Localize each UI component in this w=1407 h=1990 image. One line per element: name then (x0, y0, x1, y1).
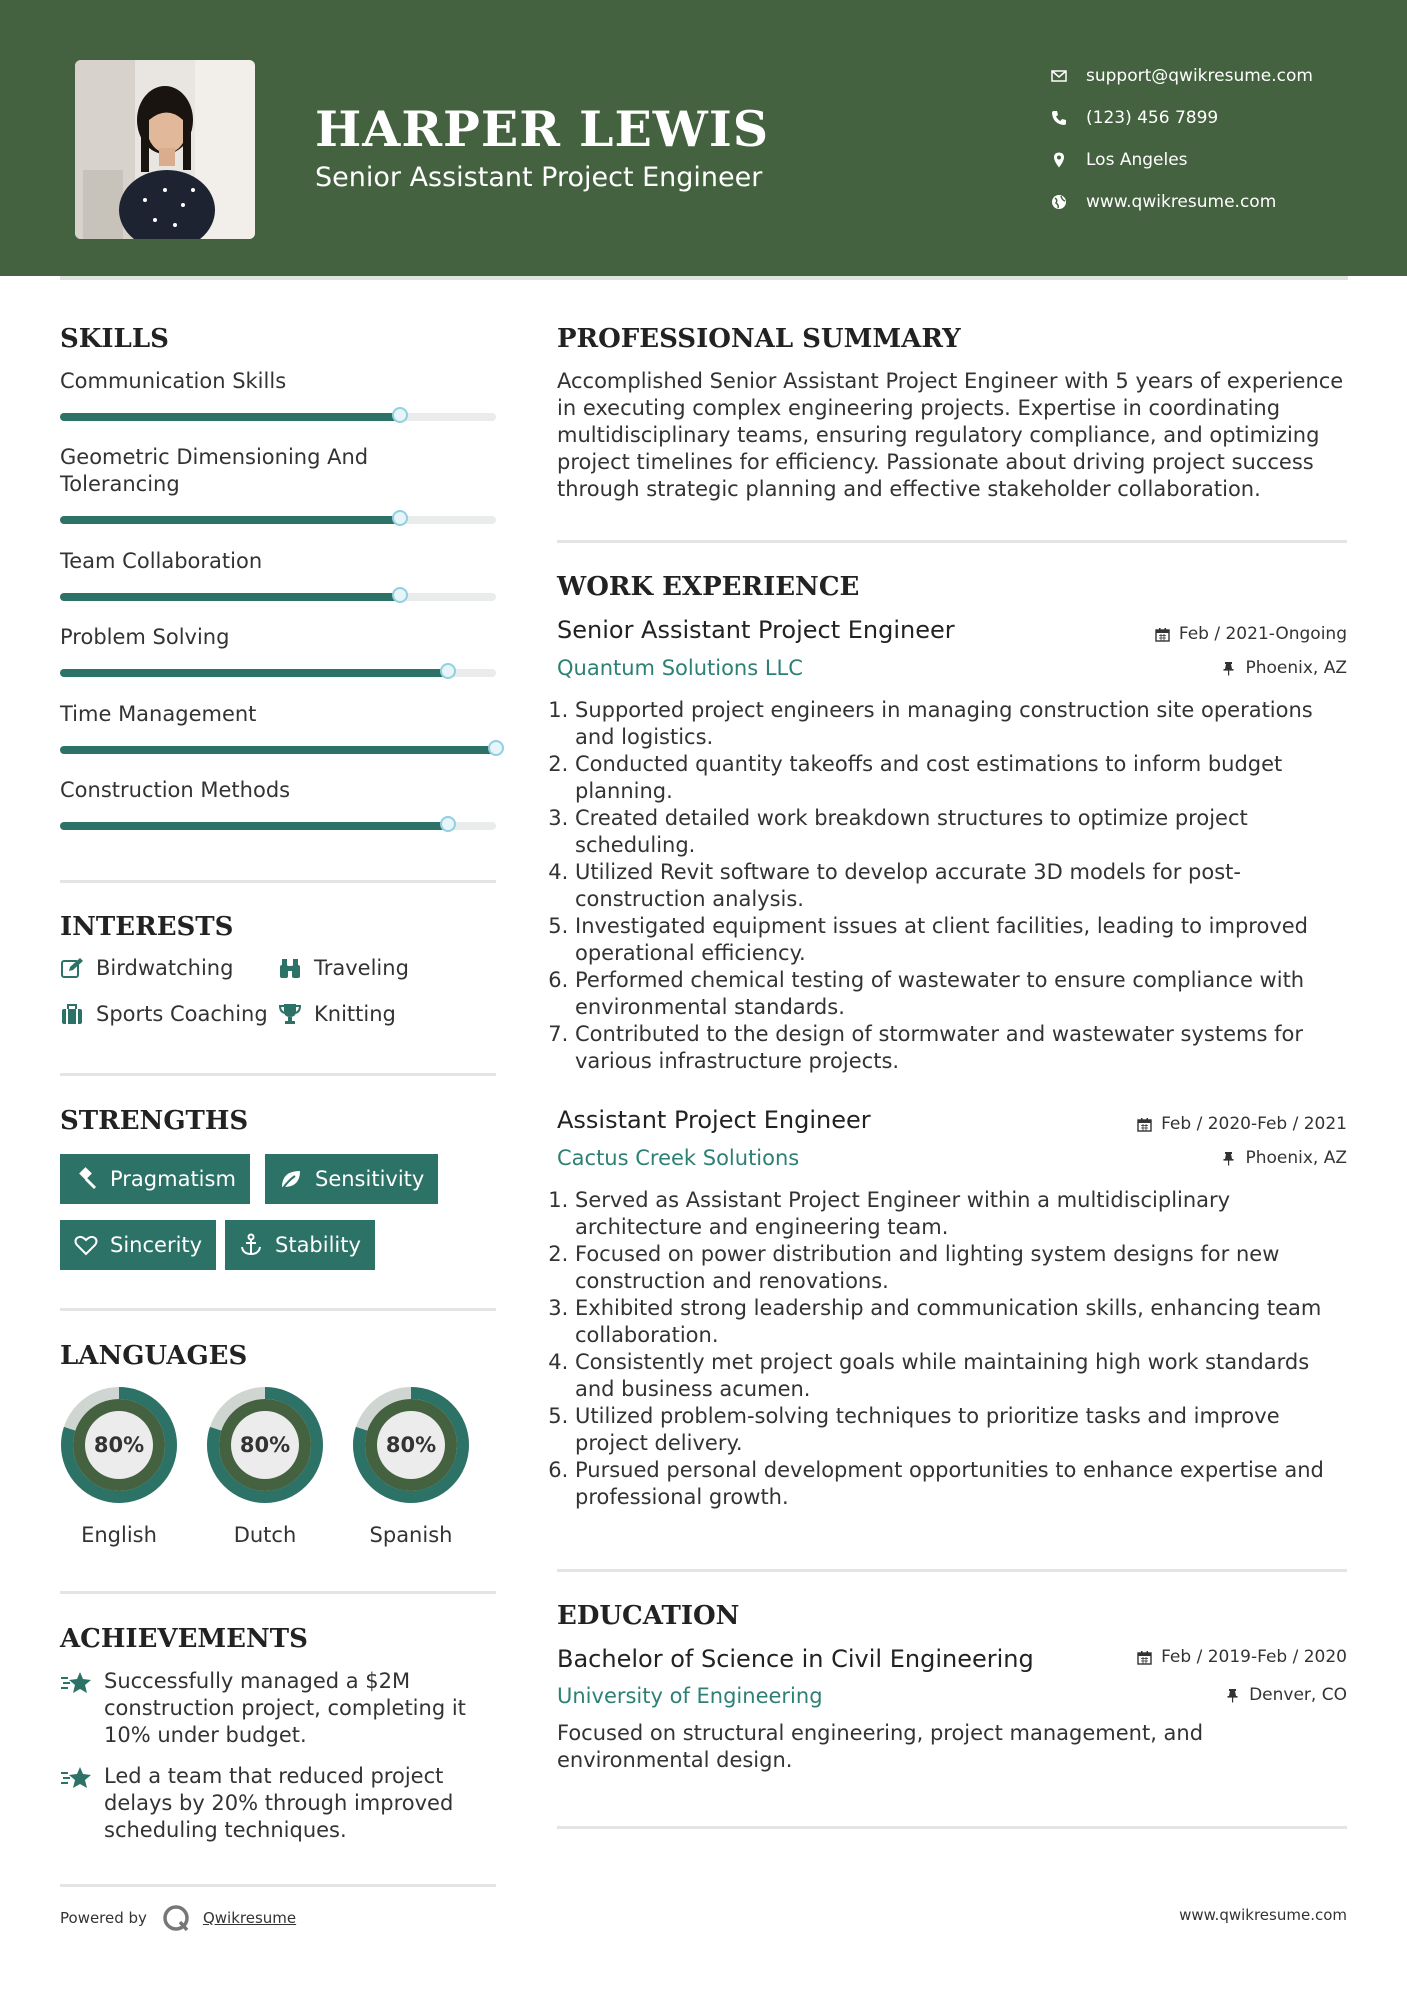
language-item (59, 1385, 179, 1547)
location-pin-icon (1050, 151, 1068, 169)
skill-label: Team Collaboration (60, 549, 263, 573)
section-divider (60, 1308, 496, 1311)
phone-icon (1050, 109, 1068, 127)
strength-badge (60, 1154, 250, 1204)
duty-item: 1. Supported project engineers in managing construction site operations and logistics. (575, 697, 1347, 751)
duty-item: 5. Utilized problem-solving techniques to prioritize tasks and improve project delivery. (575, 1403, 1347, 1457)
job-title: Senior Assistant Project Engineer (557, 616, 955, 644)
interest-label: Knitting (314, 1002, 396, 1026)
pushpin-icon (1225, 1688, 1240, 1703)
skill-label: Problem Solving (60, 625, 230, 649)
section-divider (60, 1884, 496, 1887)
section-divider (557, 1826, 1347, 1829)
interest-item (278, 1002, 396, 1026)
interest-item (60, 1002, 268, 1026)
leaf-icon (279, 1167, 303, 1191)
education-description: Focused on structural engineering, project management, and environmental design. (557, 1721, 1204, 1772)
school-name: University of Engineering (557, 1684, 823, 1708)
interests-heading: INTERESTS (60, 912, 234, 942)
achievement-item (60, 1668, 500, 1749)
interest-item (278, 956, 409, 980)
job-duties-list (557, 697, 1347, 1075)
strengths-heading: STRENGTHS (60, 1106, 249, 1136)
duty-item: 7. Contributed to the design of stormwater and wastewater systems for various infrastructure projects. (575, 1021, 1347, 1075)
achievement-item (60, 1763, 500, 1844)
duty-item: 6. Performed chemical testing of wastewater to ensure compliance with environmental standards. (575, 967, 1347, 1021)
skill-bar (60, 593, 496, 601)
duty-item: 3. Exhibited strong leadership and communication skills, enhancing team collaboration. (575, 1295, 1347, 1349)
anchor-icon (239, 1233, 263, 1257)
section-divider (60, 880, 496, 883)
job-title: Assistant Project Engineer (557, 1106, 871, 1134)
language-name: English (81, 1523, 157, 1547)
qwikresume-logo-icon (161, 1903, 191, 1933)
company-name: Quantum Solutions LLC (557, 656, 803, 680)
education-location-text: Denver, CO (1249, 1685, 1347, 1705)
strength-badge (225, 1220, 375, 1270)
strength-label: Pragmatism (110, 1167, 236, 1191)
candidate-title: Senior Assistant Project Engineer (315, 162, 763, 193)
skill-label: Communication Skills (60, 369, 287, 393)
skill-label: Geometric Dimensioning And Tolerancing (60, 445, 369, 496)
skill-bar (60, 413, 496, 421)
contact-email-text: support@qwikresume.com (1086, 66, 1313, 86)
star-medal-icon (60, 1763, 92, 1793)
contact-phone[interactable] (1050, 97, 1313, 139)
edit-icon (60, 956, 84, 980)
header-divider (60, 276, 1348, 280)
contact-location-text: Los Angeles (1086, 150, 1188, 170)
language-percent: 80% (385, 1433, 437, 1457)
interest-item (60, 956, 233, 980)
skill-level-knob (488, 740, 504, 756)
skill-bar (60, 746, 496, 754)
education-heading: EDUCATION (557, 1601, 740, 1631)
calendar-icon (1137, 1117, 1152, 1132)
company-name: Cactus Creek Solutions (557, 1146, 800, 1170)
job-dates-text: Feb / 2020-Feb / 2021 (1161, 1114, 1347, 1134)
section-divider (557, 540, 1347, 543)
job-dates (1137, 1114, 1347, 1134)
job-location (1221, 658, 1347, 678)
contact-website-text: www.qwikresume.com (1086, 192, 1277, 212)
section-divider (60, 1591, 496, 1594)
strength-badge (265, 1154, 438, 1204)
skill-level-knob (440, 663, 456, 679)
strength-badge (60, 1220, 216, 1270)
briefcase-icon (60, 1002, 84, 1026)
degree-title: Bachelor of Science in Civil Engineering (557, 1645, 1034, 1673)
strength-label: Stability (275, 1233, 361, 1257)
duty-item: 2. Focused on power distribution and lighting system designs for new construction and renovations. (575, 1241, 1347, 1295)
calendar-icon (1137, 1650, 1152, 1665)
language-name: Spanish (369, 1523, 453, 1547)
language-percent: 80% (93, 1433, 145, 1457)
section-divider (557, 1569, 1347, 1572)
interest-label: Sports Coaching (96, 1002, 268, 1026)
skill-level-knob (440, 816, 456, 832)
languages-heading: LANGUAGES (60, 1341, 248, 1371)
language-item (205, 1385, 325, 1547)
contact-list (1050, 55, 1313, 223)
strength-label: Sincerity (110, 1233, 203, 1257)
summary-text: Accomplished Senior Assistant Project Engineer with 5 years of experience in executing complex engineering projects. Expertise in coordinating multidisciplinary teams, ensuring regulatory compliance, and optimizing project timelines for efficiency. Passionate about driving project success through strategic planning and effective stakeholder collaboration. (557, 369, 1344, 501)
duty-item: 6. Pursued personal development opportunities to enhance expertise and professional growth. (575, 1457, 1347, 1511)
profile-photo (75, 60, 255, 239)
skill-level-knob (392, 510, 408, 526)
pushpin-icon (1221, 1151, 1236, 1166)
gavel-icon (74, 1167, 98, 1191)
email-icon (1050, 67, 1068, 85)
interest-label: Traveling (314, 956, 409, 980)
job-location-text: Phoenix, AZ (1245, 658, 1347, 678)
globe-icon (1050, 193, 1068, 211)
calendar-icon (1155, 627, 1170, 642)
experience-heading: WORK EXPERIENCE (557, 572, 860, 602)
powered-by (60, 1903, 296, 1933)
education-location (1225, 1685, 1347, 1705)
skills-heading: SKILLS (60, 324, 169, 354)
footer-website-link[interactable]: www.qwikresume.com (1179, 1906, 1347, 1924)
duty-item: 2. Conducted quantity takeoffs and cost estimations to inform budget planning. (575, 751, 1347, 805)
contact-location (1050, 139, 1313, 181)
language-percent: 80% (239, 1433, 291, 1457)
summary-heading: PROFESSIONAL SUMMARY (557, 324, 961, 354)
section-divider (60, 1073, 496, 1076)
job-dates (1155, 624, 1347, 644)
language-item (351, 1385, 471, 1547)
job-duties-list (557, 1187, 1347, 1511)
interest-label: Birdwatching (96, 956, 234, 980)
achievement-text: Led a team that reduced project delays by 20% through improved scheduling techniques. (104, 1764, 454, 1842)
powered-by-label: Powered by (60, 1909, 147, 1927)
skill-bar (60, 822, 496, 830)
job-location (1221, 1148, 1347, 1168)
duty-item: 5. Investigated equipment issues at client facilities, leading to improved operational efficiency. (575, 913, 1347, 967)
trophy-icon (278, 1002, 302, 1026)
strength-label: Sensitivity (315, 1167, 425, 1191)
achievements-heading: ACHIEVEMENTS (60, 1624, 308, 1654)
education-dates (1137, 1647, 1347, 1667)
skill-bar (60, 669, 496, 677)
job-location-text: Phoenix, AZ (1245, 1148, 1347, 1168)
contact-website[interactable] (1050, 181, 1313, 223)
language-name: Dutch (233, 1523, 297, 1547)
skill-label: Construction Methods (60, 778, 291, 802)
duty-item: 3. Created detailed work breakdown structures to optimize project scheduling. (575, 805, 1347, 859)
skill-level-knob (392, 407, 408, 423)
duty-item: 4. Consistently met project goals while maintaining high work standards and business acumen. (575, 1349, 1347, 1403)
achievement-text: Successfully managed a $2M construction project, completing it 10% under budget. (104, 1669, 466, 1747)
skill-bar (60, 516, 496, 524)
pushpin-icon (1221, 661, 1236, 676)
skill-level-knob (392, 587, 408, 603)
candidate-name: HARPER LEWIS (315, 100, 770, 158)
contact-email[interactable] (1050, 55, 1313, 97)
skill-label: Time Management (60, 702, 257, 726)
qwikresume-link[interactable]: Qwikresume (202, 1909, 297, 1927)
heart-icon (74, 1233, 98, 1257)
contact-phone-text: (123) 456 7899 (1086, 108, 1219, 128)
job-dates-text: Feb / 2021-Ongoing (1178, 624, 1347, 644)
education-dates-text: Feb / 2019-Feb / 2020 (1161, 1647, 1347, 1667)
star-medal-icon (60, 1668, 92, 1698)
binoculars-icon (278, 956, 302, 980)
duty-item: 1. Served as Assistant Project Engineer within a multidisciplinary architecture and engineering team. (575, 1187, 1347, 1241)
duty-item: 4. Utilized Revit software to develop accurate 3D models for post-construction analysis. (575, 859, 1347, 913)
